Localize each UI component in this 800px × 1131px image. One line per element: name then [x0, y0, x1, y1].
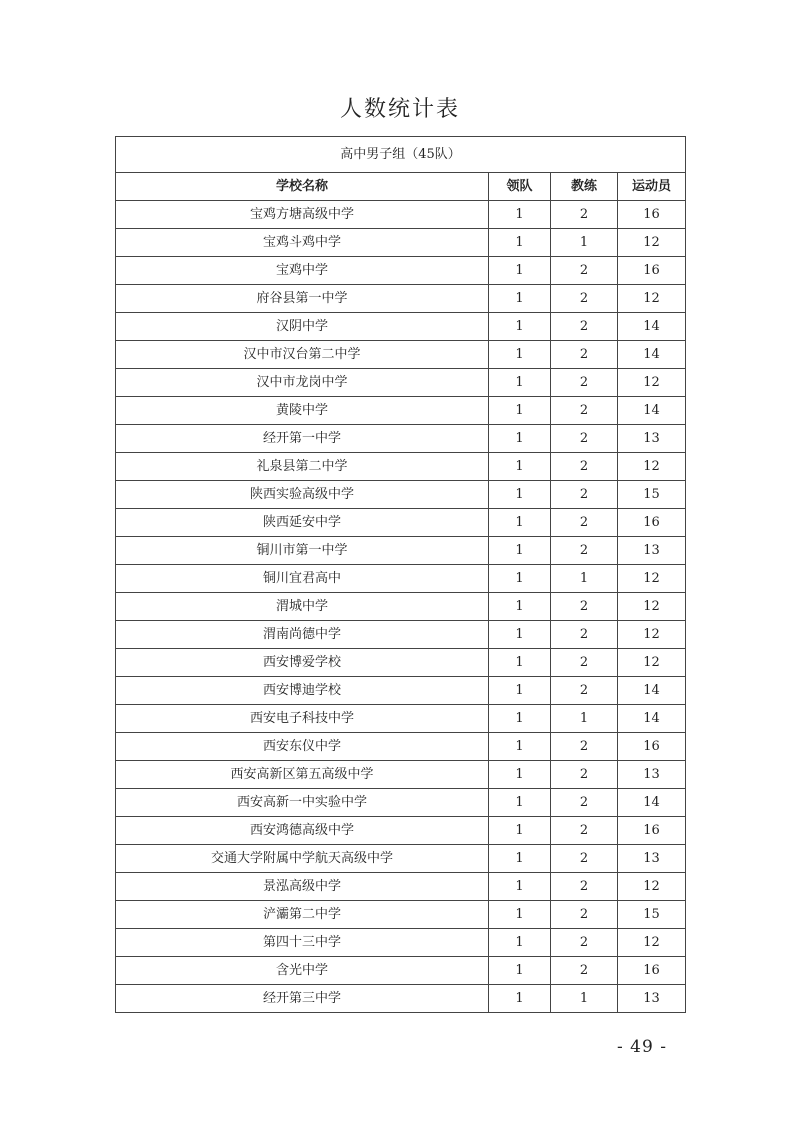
cell-school: 汉中市龙岗中学: [116, 369, 489, 397]
group-row: [116, 137, 686, 173]
cell-leaders: 1: [489, 733, 551, 761]
cell-coaches: 2: [551, 593, 618, 621]
table-row: [116, 201, 686, 229]
cell-school: 西安鸿德高级中学: [116, 817, 489, 845]
cell-coaches: 2: [551, 761, 618, 789]
cell-athletes: 12: [618, 229, 686, 257]
cell-leaders: 1: [489, 537, 551, 565]
cell-school: 浐灞第二中学: [116, 901, 489, 929]
table-body: [116, 201, 686, 1013]
cell-coaches: 2: [551, 509, 618, 537]
cell-athletes: 12: [618, 621, 686, 649]
table-row: [116, 677, 686, 705]
cell-school: 铜川市第一中学: [116, 537, 489, 565]
cell-leaders: 1: [489, 621, 551, 649]
cell-school: 宝鸡中学: [116, 257, 489, 285]
cell-coaches: 2: [551, 369, 618, 397]
cell-school: 汉中市汉台第二中学: [116, 341, 489, 369]
cell-school: 宝鸡方塘高级中学: [116, 201, 489, 229]
cell-school: 渭南尚德中学: [116, 621, 489, 649]
cell-school: 宝鸡斗鸡中学: [116, 229, 489, 257]
cell-leaders: 1: [489, 257, 551, 285]
cell-leaders: 1: [489, 453, 551, 481]
cell-coaches: 2: [551, 845, 618, 873]
cell-leaders: 1: [489, 285, 551, 313]
cell-athletes: 12: [618, 369, 686, 397]
header-leaders: 领队: [489, 173, 551, 201]
table-row: [116, 565, 686, 593]
cell-athletes: 12: [618, 873, 686, 901]
cell-school: 渭城中学: [116, 593, 489, 621]
cell-athletes: 16: [618, 201, 686, 229]
cell-leaders: 1: [489, 201, 551, 229]
table-row: [116, 733, 686, 761]
cell-athletes: 13: [618, 761, 686, 789]
cell-school: 经开第三中学: [116, 985, 489, 1013]
cell-coaches: 2: [551, 257, 618, 285]
cell-school: 西安电子科技中学: [116, 705, 489, 733]
cell-leaders: 1: [489, 901, 551, 929]
cell-coaches: 2: [551, 677, 618, 705]
cell-coaches: 2: [551, 649, 618, 677]
cell-coaches: 1: [551, 705, 618, 733]
cell-school: 礼泉县第二中学: [116, 453, 489, 481]
cell-coaches: 2: [551, 201, 618, 229]
cell-leaders: 1: [489, 313, 551, 341]
cell-coaches: 2: [551, 733, 618, 761]
cell-athletes: 13: [618, 537, 686, 565]
table-row: [116, 481, 686, 509]
cell-athletes: 12: [618, 565, 686, 593]
cell-athletes: 12: [618, 285, 686, 313]
cell-athletes: 16: [618, 733, 686, 761]
cell-school: 铜川宜君高中: [116, 565, 489, 593]
table-row: [116, 453, 686, 481]
cell-school: 经开第一中学: [116, 425, 489, 453]
table-row: [116, 285, 686, 313]
cell-school: 第四十三中学: [116, 929, 489, 957]
cell-athletes: 16: [618, 817, 686, 845]
cell-school: 陕西实验高级中学: [116, 481, 489, 509]
cell-leaders: 1: [489, 425, 551, 453]
header-row: [116, 173, 686, 201]
cell-athletes: 12: [618, 593, 686, 621]
cell-athletes: 15: [618, 481, 686, 509]
table-row: [116, 229, 686, 257]
table-row: [116, 957, 686, 985]
cell-coaches: 2: [551, 957, 618, 985]
cell-coaches: 2: [551, 789, 618, 817]
header-school: 学校名称: [116, 173, 489, 201]
table-row: [116, 341, 686, 369]
table-row: [116, 509, 686, 537]
table-row: [116, 929, 686, 957]
cell-leaders: 1: [489, 957, 551, 985]
cell-athletes: 14: [618, 397, 686, 425]
cell-coaches: 2: [551, 537, 618, 565]
cell-leaders: 1: [489, 649, 551, 677]
table-row: [116, 705, 686, 733]
cell-coaches: 1: [551, 565, 618, 593]
table-row: [116, 621, 686, 649]
cell-leaders: 1: [489, 341, 551, 369]
cell-school: 含光中学: [116, 957, 489, 985]
cell-athletes: 14: [618, 677, 686, 705]
cell-coaches: 2: [551, 341, 618, 369]
cell-athletes: 12: [618, 929, 686, 957]
table-row: [116, 845, 686, 873]
cell-athletes: 13: [618, 985, 686, 1013]
page-title: 人数统计表: [339, 97, 460, 122]
cell-coaches: 1: [551, 229, 618, 257]
cell-school: 西安高新一中实验中学: [116, 789, 489, 817]
table-row: [116, 537, 686, 565]
header-athletes: 运动员: [618, 173, 686, 201]
cell-school: 黄陵中学: [116, 397, 489, 425]
cell-coaches: 1: [551, 985, 618, 1013]
cell-school: 景泓高级中学: [116, 873, 489, 901]
cell-school: 西安博爱学校: [116, 649, 489, 677]
cell-leaders: 1: [489, 229, 551, 257]
table-row: [116, 425, 686, 453]
cell-leaders: 1: [489, 397, 551, 425]
table-row: [116, 901, 686, 929]
cell-coaches: 2: [551, 817, 618, 845]
cell-coaches: 2: [551, 453, 618, 481]
cell-leaders: 1: [489, 369, 551, 397]
cell-leaders: 1: [489, 705, 551, 733]
cell-athletes: 13: [618, 425, 686, 453]
cell-school: 陕西延安中学: [116, 509, 489, 537]
page-number: - 49 -: [617, 1037, 667, 1057]
cell-coaches: 2: [551, 481, 618, 509]
cell-school: 西安博迪学校: [116, 677, 489, 705]
cell-school: 交通大学附属中学航天高级中学: [116, 845, 489, 873]
cell-leaders: 1: [489, 985, 551, 1013]
table-row: [116, 397, 686, 425]
cell-coaches: 2: [551, 901, 618, 929]
cell-school: 西安高新区第五高级中学: [116, 761, 489, 789]
cell-coaches: 2: [551, 929, 618, 957]
cell-athletes: 14: [618, 341, 686, 369]
cell-school: 西安东仪中学: [116, 733, 489, 761]
cell-athletes: 16: [618, 257, 686, 285]
cell-leaders: 1: [489, 845, 551, 873]
cell-coaches: 2: [551, 313, 618, 341]
table-row: [116, 817, 686, 845]
cell-leaders: 1: [489, 761, 551, 789]
cell-athletes: 15: [618, 901, 686, 929]
cell-leaders: 1: [489, 873, 551, 901]
cell-leaders: 1: [489, 817, 551, 845]
cell-athletes: 13: [618, 845, 686, 873]
cell-leaders: 1: [489, 789, 551, 817]
table-row: [116, 649, 686, 677]
cell-athletes: 14: [618, 313, 686, 341]
table-row: [116, 761, 686, 789]
statistics-table: [115, 136, 686, 1013]
cell-school: 府谷县第一中学: [116, 285, 489, 313]
cell-athletes: 12: [618, 453, 686, 481]
cell-coaches: 2: [551, 425, 618, 453]
table-row: [116, 789, 686, 817]
table-row: [116, 873, 686, 901]
cell-athletes: 14: [618, 705, 686, 733]
cell-leaders: 1: [489, 509, 551, 537]
group-label: 高中男子组（45队）: [116, 137, 686, 173]
table-row: [116, 985, 686, 1013]
table-row: [116, 313, 686, 341]
cell-athletes: 12: [618, 649, 686, 677]
cell-athletes: 16: [618, 957, 686, 985]
cell-leaders: 1: [489, 481, 551, 509]
table-row: [116, 593, 686, 621]
cell-coaches: 2: [551, 285, 618, 313]
cell-coaches: 2: [551, 397, 618, 425]
cell-leaders: 1: [489, 593, 551, 621]
cell-athletes: 16: [618, 509, 686, 537]
header-coaches: 教练: [551, 173, 618, 201]
cell-leaders: 1: [489, 677, 551, 705]
cell-coaches: 2: [551, 621, 618, 649]
cell-leaders: 1: [489, 565, 551, 593]
cell-leaders: 1: [489, 929, 551, 957]
table-row: [116, 257, 686, 285]
cell-athletes: 14: [618, 789, 686, 817]
cell-coaches: 2: [551, 873, 618, 901]
cell-school: 汉阴中学: [116, 313, 489, 341]
table-row: [116, 369, 686, 397]
